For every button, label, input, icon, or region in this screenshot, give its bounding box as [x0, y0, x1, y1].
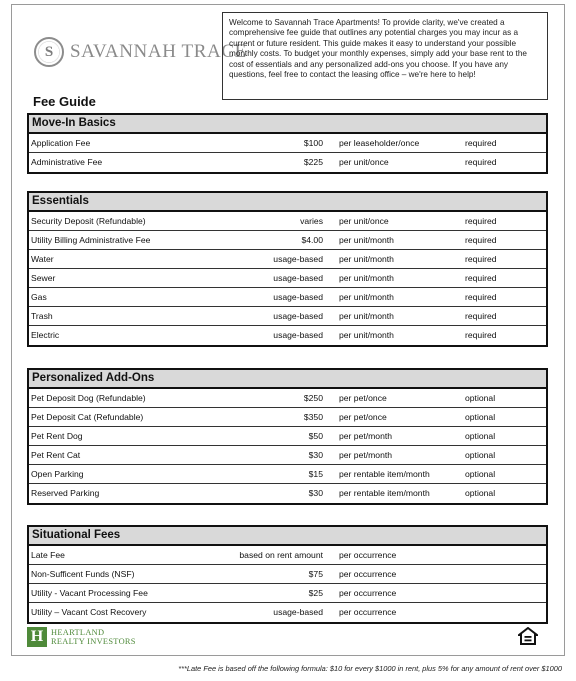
fee-requirement: required [465, 292, 497, 302]
fee-name: Non-Sufficent Funds (NSF) [31, 569, 135, 579]
fee-requirement: required [465, 216, 497, 226]
fee-requirement: optional [465, 450, 496, 460]
fee-row [29, 134, 546, 153]
fee-amount: $30 [308, 488, 323, 498]
fee-row [29, 212, 546, 231]
fee-name: Open Parking [31, 469, 84, 479]
fee-amount: $225 [303, 157, 323, 167]
fee-row [29, 465, 546, 484]
fee-requirement: required [465, 138, 497, 148]
fee-name: Utility – Vacant Cost Recovery [31, 607, 147, 617]
section-personalized-add-ons [27, 368, 548, 505]
fee-requirement: optional [465, 393, 496, 403]
fee-name: Pet Deposit Cat (Refundable) [31, 412, 144, 422]
fee-name: Electric [31, 330, 60, 340]
fee-requirement: optional [465, 469, 496, 479]
fee-name: Water [31, 254, 54, 264]
heartland-logo [27, 627, 136, 647]
fee-unit: per unit/month [339, 330, 394, 340]
guide-title: Fee Guide [33, 94, 96, 109]
fee-amount: usage-based [273, 254, 323, 264]
fee-row [29, 427, 546, 446]
fee-requirement: required [465, 330, 497, 340]
fee-unit: per unit/once [339, 216, 389, 226]
fee-unit: per unit/month [339, 235, 394, 245]
fee-unit: per unit/once [339, 157, 389, 167]
fee-row [29, 603, 546, 622]
fee-row [29, 326, 546, 345]
fee-amount: $25 [308, 588, 323, 598]
fee-name: Utility - Vacant Processing Fee [31, 588, 148, 598]
equal-housing-icon [518, 627, 538, 650]
intro-box: Welcome to Savannah Trace Apartments! To provide clarity, we've created a comprehensive fee guide that outlines any potential charges you may incur as a current or future resident. This guide makes it easy to understand your possible monthly costs. To budget your monthly expenses, simply add your base rent to the cost of essentials and any personalized add-ons you choose. If you have any questions, feel free to contact the leasing office – we're here to help! [222, 12, 548, 100]
fee-unit: per unit/month [339, 254, 394, 264]
fee-amount: usage-based [273, 607, 323, 617]
fee-name: Security Deposit (Refundable) [31, 216, 146, 226]
fee-row [29, 153, 546, 172]
fee-amount: $100 [303, 138, 323, 148]
fee-amount: $50 [308, 431, 323, 441]
fee-requirement: optional [465, 488, 496, 498]
fee-name: Sewer [31, 273, 56, 283]
section-title: Essentials [29, 193, 546, 212]
fee-row [29, 389, 546, 408]
fee-amount: $15 [308, 469, 323, 479]
section-title: Personalized Add-Ons [29, 370, 546, 389]
fee-row [29, 565, 546, 584]
fee-unit: per unit/month [339, 311, 394, 321]
heartland-icon: H [27, 627, 47, 647]
fee-row [29, 546, 546, 565]
fee-amount: based on rent amount [239, 550, 323, 560]
fee-name: Pet Deposit Dog (Refundable) [31, 393, 146, 403]
fee-name: Reserved Parking [31, 488, 100, 498]
late-fee-footnote: ***Late Fee is based off the following formula: $10 for every $1000 in rent, plus 5% for any amount of rent over $1000 [178, 664, 562, 673]
section-title: Situational Fees [29, 527, 546, 546]
fee-name: Trash [31, 311, 53, 321]
fee-row [29, 408, 546, 427]
section-essentials [27, 191, 548, 347]
fee-row [29, 288, 546, 307]
fee-amount: usage-based [273, 273, 323, 283]
fee-name: Gas [31, 292, 47, 302]
fee-row [29, 484, 546, 503]
section-situational-fees [27, 525, 548, 624]
fee-unit: per rentable item/month [339, 488, 430, 498]
heartland-name [51, 628, 136, 646]
fee-amount: usage-based [273, 292, 323, 302]
fee-requirement: required [465, 235, 497, 245]
logo-name: SAVANNAH TRACE [70, 41, 247, 62]
fee-amount: $250 [303, 393, 323, 403]
fee-name: Pet Rent Dog [31, 431, 83, 441]
fee-name: Pet Rent Cat [31, 450, 81, 460]
fee-unit: per occurrence [339, 550, 397, 560]
fee-row [29, 250, 546, 269]
savannah-trace-logo [34, 37, 247, 67]
fee-row [29, 269, 546, 288]
fee-unit: per unit/month [339, 273, 394, 283]
fee-row [29, 446, 546, 465]
fee-unit: per rentable item/month [339, 469, 430, 479]
fee-unit: per occurrence [339, 607, 397, 617]
fee-name: Administrative Fee [31, 157, 103, 167]
fee-requirement: required [465, 273, 497, 283]
fee-name: Late Fee [31, 550, 65, 560]
fee-requirement: optional [465, 412, 496, 422]
fee-row [29, 307, 546, 326]
fee-requirement: required [465, 311, 497, 321]
fee-row [29, 584, 546, 603]
fee-unit: per pet/once [339, 412, 387, 422]
fee-unit: per pet/month [339, 431, 393, 441]
fee-amount: varies [300, 216, 323, 226]
fee-amount: $75 [308, 569, 323, 579]
heartland-line1: HEARTLAND [51, 628, 105, 637]
fee-amount: $4.00 [301, 235, 323, 245]
heartland-line2: REALTY INVESTORS [51, 637, 136, 646]
fee-name: Utility Billing Administrative Fee [31, 235, 151, 245]
section-title: Move-In Basics [29, 115, 546, 134]
fee-name: Application Fee [31, 138, 91, 148]
fee-amount: $350 [303, 412, 323, 422]
fee-amount: usage-based [273, 330, 323, 340]
fee-requirement: required [465, 254, 497, 264]
fee-row [29, 231, 546, 250]
fee-unit: per occurrence [339, 569, 397, 579]
fee-unit: per unit/month [339, 292, 394, 302]
fee-unit: per occurrence [339, 588, 397, 598]
fee-unit: per pet/once [339, 393, 387, 403]
section-move-in-basics [27, 113, 548, 174]
fee-amount: $30 [308, 450, 323, 460]
fee-unit: per pet/month [339, 450, 393, 460]
fee-unit: per leaseholder/once [339, 138, 420, 148]
fee-requirement: optional [465, 431, 496, 441]
logo-seal-icon: S [34, 37, 64, 67]
fee-amount: usage-based [273, 311, 323, 321]
fee-requirement: required [465, 157, 497, 167]
